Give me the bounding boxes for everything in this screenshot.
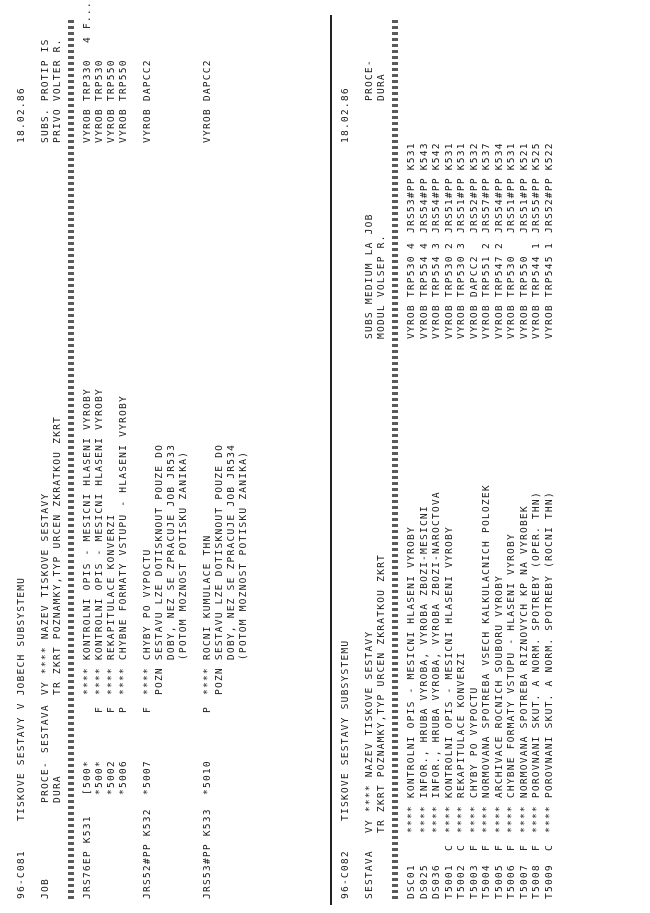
report1-title: TISKOVE SESTAVY V JOBECH SUBSYSTEMU <box>16 576 27 821</box>
sestava-code: T5009 <box>543 864 555 899</box>
sestava-code: *5006 <box>118 760 129 795</box>
distribution: VYROB TRP550 <box>106 59 117 143</box>
sestava-code: T5001 <box>443 864 455 899</box>
job-name: JRS57#PP K537 <box>481 142 492 233</box>
job-name: JRS53#PP K533 <box>202 808 213 899</box>
tr-flag: F <box>531 844 542 851</box>
job-name: JRS76EP K531 <box>82 815 93 899</box>
sestava-code: DS036 <box>431 864 442 899</box>
copies: 4 <box>418 242 430 249</box>
tr-flag: F <box>481 844 492 851</box>
job-name: JRS52#PP K532 <box>142 808 153 899</box>
sestava-description: **** NORMOVANA SPOTREBA VSECH KALKULACNICH POLOZEK <box>481 484 492 833</box>
tr-flag: C <box>443 844 455 851</box>
report2-head-nazev: VY **** NAZEV TISKOVE SESTAVY <box>364 630 375 833</box>
report1-head2-dura: DURA <box>52 775 63 803</box>
report1-head-nazev: VY **** NAZEV TISKOVE SESTAVY <box>40 492 51 695</box>
sestava-description: **** ROCNI KUMULACE THN <box>202 534 213 695</box>
job-name: JRS51#PP K531 <box>456 142 467 233</box>
report1-id: 96-C081 <box>16 850 27 899</box>
tr-flag: C <box>456 844 467 851</box>
report1-head2-poznamky: TR ZKRT POZNAMKY,TYP URCEN ZKRATKOU ZKRT <box>52 415 63 695</box>
copies: 3 <box>456 242 467 249</box>
job-name: JRS51#PP K531 <box>506 142 517 233</box>
sestava-description: **** POROVNANI SKUT. A NORM. SPOTREBY (ROCNI THN) <box>543 491 555 833</box>
report-divider <box>330 15 332 905</box>
tr-flag: F <box>493 844 505 851</box>
copies: 2 <box>481 242 492 249</box>
report1-head2-privo: PRIVO VOLTER R. <box>52 38 63 143</box>
sestava-description: DOBY, NEZ SE ZPRACUJE JOB JR534 <box>226 443 237 695</box>
tr-flag: F <box>106 706 117 713</box>
sestava-code: DS025 <box>418 864 430 899</box>
medium: VYROB TRP530 <box>506 255 517 339</box>
sestava-description: **** REKAPITULACE KONVERZI <box>456 651 467 833</box>
report1-head-subs: SUBS. PROTIP IS <box>40 38 51 143</box>
report1-separator <box>68 19 74 899</box>
sestava-code: T5004 <box>481 864 492 899</box>
job-name: JRS55#PP K525 <box>531 142 542 233</box>
job-name: JRS52#PP K522 <box>543 142 555 233</box>
sestava-code: DSC01 <box>406 864 417 899</box>
sestava-code: T5007 <box>518 864 530 899</box>
tr-flag: F <box>506 844 517 851</box>
report1-head-sestava: SESTAVA <box>40 704 51 753</box>
medium: VYROB TRP530 <box>406 255 417 339</box>
sestava-description: **** REKAPITULACE KONVERZI <box>106 513 117 695</box>
copies: 1 <box>543 242 555 249</box>
tr-flag: F <box>94 706 105 713</box>
report2-separator <box>392 19 398 899</box>
medium: VYROB TRP550 <box>518 255 530 339</box>
copies: 3 <box>431 242 442 249</box>
sestava-description: **** KONTROLNI OPIS - MESICNI HLASENI VYROBY <box>406 526 417 833</box>
job-name: JRS52#PP K532 <box>468 142 480 233</box>
sestava-code: T5008 <box>531 864 542 899</box>
report2-head2-poznamky: TR ZKRT POZNAMKY,TYP URCEN ZKRATKOU ZKRT <box>376 553 387 833</box>
copies: 2 <box>493 242 505 249</box>
tr-flag: F <box>518 844 530 851</box>
sestava-description: **** CHYBNE FORMATY VSTUPU - HLASENI VYROBY <box>118 395 129 695</box>
report1-date: 18.02.86 <box>16 87 27 143</box>
sestava-description: POZN SESTAVU LZE DOTISKNOUT POUZE DO <box>154 443 165 695</box>
sestava-code: T5006 <box>506 864 517 899</box>
report2-head-sestava: SESTAVA <box>364 850 375 899</box>
distribution: VYROB TRP550 <box>118 59 129 143</box>
sestava-description: **** CHYBY PO VYPOCTU <box>468 686 480 833</box>
sestava-description: **** CHYBY PO VYPOCTU <box>142 548 153 695</box>
sestava-description: (POTOM MOZNOST POTISKU ZANIKA) <box>238 450 249 695</box>
sestava-description: **** ARCHIVACE ROCNICH SOUBORU VYROBY <box>493 574 505 833</box>
sestava-code: *500* <box>94 760 105 795</box>
sestava-description: **** KONTROLNI OPIS - MESICNI HLASENI VYROBY <box>94 388 105 695</box>
medium: VYROB TRP547 <box>493 255 505 339</box>
sestava-code: T5005 <box>493 864 505 899</box>
job-name: JRS51#PP K531 <box>443 142 455 233</box>
tr-flag: F <box>468 844 480 851</box>
report2-id: 96-C082 <box>340 850 351 899</box>
medium: VYROB DAPCC2 <box>468 255 480 339</box>
distribution: VYROB DAPCC2 <box>142 59 153 143</box>
report2-head-medium: SUBS MEDIUM LA JOB <box>364 213 375 339</box>
sestava-description: **** CHYBNE FORMATY VSTUPU - HLASENI VYROBY <box>506 533 517 833</box>
sestava-code: T5003 <box>468 864 480 899</box>
job-name: JRS54#PP K534 <box>493 142 505 233</box>
report1-head-proce: PROCE- <box>40 761 51 803</box>
sestava-description: (POTOM MOZNOST POTISKU ZANIKA) <box>178 450 189 695</box>
sestava-description: **** KONTROLNI OPIS - MESICNI HLASENI VYROBY <box>443 526 455 833</box>
medium: VYROB TRP544 <box>531 255 542 339</box>
sestava-code: *5007 <box>142 760 153 795</box>
job-name: JRS51#PP K521 <box>518 142 530 233</box>
sestava-code: [500* <box>82 760 93 795</box>
report2-head2-modul: MODUL VOLSEP R. <box>376 234 387 339</box>
medium: VYROB TRP530 <box>443 255 455 339</box>
job-name: JRS54#PP K542 <box>431 142 442 233</box>
sestava-code: T5002 <box>456 864 467 899</box>
medium: VYROB TRP530 <box>456 255 467 339</box>
sestava-description: **** POROVNANI SKUT. A NORM. SPOTREBY (OPER. THN) <box>531 491 542 833</box>
sestava-code: *5010 <box>202 760 213 795</box>
report1-head-job: JOB <box>40 878 51 899</box>
report2-title: TISKOVE SESTAVY SUBSYSTEMU <box>340 639 351 821</box>
copies: 1 <box>531 242 542 249</box>
copies: 4 F... <box>82 1 93 43</box>
sestava-description: DOBY, NEZ SE ZPRACUJE JOB JR533 <box>166 443 177 695</box>
copies: 4 <box>406 242 417 249</box>
tr-flag: C <box>543 844 555 851</box>
tr-flag: P <box>118 706 129 713</box>
medium: VYROB TRP554 <box>431 255 442 339</box>
sestava-description: POZN SESTAVU LZE DOTISKNOUT POUZE DO <box>214 443 225 695</box>
sestava-description: **** NORMOVANA SPOTREBA RIZNOVYCH KP NA VYROBEK <box>518 505 530 833</box>
report2-head2-dura: DURA <box>376 73 387 101</box>
medium: VYROB TRP551 <box>481 255 492 339</box>
job-name: JRS54#PP K543 <box>418 142 430 233</box>
medium: VYROB TRP545 <box>543 255 555 339</box>
sestava-code: *5002 <box>106 760 117 795</box>
copies: 2 <box>443 242 455 249</box>
sestava-description: **** INFOR., HRUBA VYROBA, VYROBA ZBOZI-NAROCTOVA <box>431 491 442 833</box>
sestava-description: **** INFOR., HRUBA VYROBA, VYROBA ZBOZI-MESICNI <box>418 505 430 833</box>
tr-flag: P <box>202 706 213 713</box>
distribution: VYROB TRP530 <box>94 59 105 143</box>
medium: VYROB TRP554 <box>418 255 430 339</box>
tr-flag: F <box>142 706 153 713</box>
job-name: JRS53#PP K531 <box>406 142 417 233</box>
sestava-description: **** KONTROLNI OPIS - MESICNI HLASENI VYROBY <box>82 388 93 695</box>
distribution: VYROB DAPCC2 <box>202 59 213 143</box>
report2-head-proce: PROCE- <box>364 59 375 101</box>
report2-date: 18.02.86 <box>340 87 351 143</box>
distribution: VYROB TRP330 <box>82 59 93 143</box>
